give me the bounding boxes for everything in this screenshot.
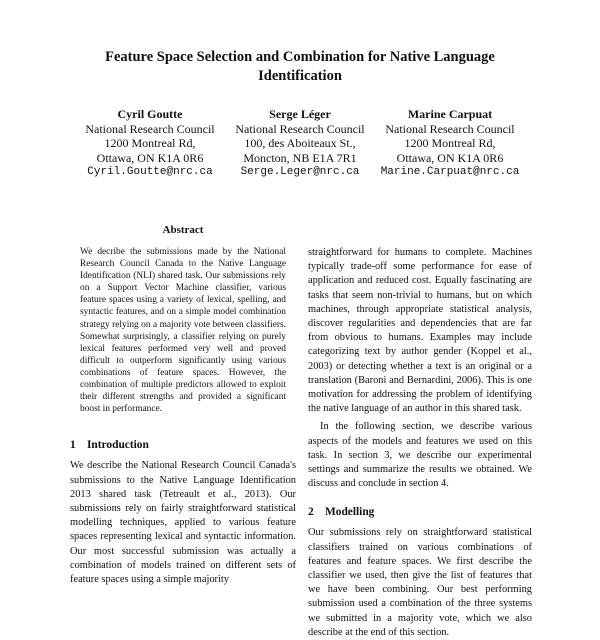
author-address: 1200 Montreal Rd, xyxy=(404,136,496,150)
section-heading-introduction xyxy=(70,439,296,451)
author-name: Marine Carpuat xyxy=(407,107,493,121)
author-address: Moncton, NB E1A 7R1 xyxy=(243,150,357,165)
paragraph: straightforward for humans to complete. Machines typically trade-off some performance for ease of application and reduced cost. Equally fascinating are tasks that seem non-trivial to humans, but on which machines, through appropriate statistical analysis, discover regularities and dependencies that are far from obvious to humans. Examples may include categorizing text by author gender (Koppel et al., 2003) or detecting whether a text is an original or a translation (Baroni and Bernardini, 2006). This is one motivation for addressing the problem of identifying the native language of an author in this shared task. xyxy=(308,247,532,415)
author-affiliation: National Research Council xyxy=(85,121,215,136)
paragraph: We describe the National Research Council Canada's submissions to the Native Language Identification 2013 shared task (Tetreault et al., 2013). Our submissions rely on fairly straightforward statistical modelling techniques, applied to various feature spaces representing lexical and syntactic information. Our most successful submission was actually a combination of models trained on different sets of feature spaces using a simple majority xyxy=(70,460,296,585)
author-1 xyxy=(70,107,230,180)
section-title: Modelling xyxy=(325,506,375,519)
author-name: Cyril Goutte xyxy=(117,107,183,121)
section-title: Introduction xyxy=(87,439,149,452)
abstract-heading: Abstract xyxy=(162,224,204,236)
author-email: Serge.Leger@nrc.ca xyxy=(240,166,360,178)
author-affiliation: National Research Council xyxy=(235,121,365,136)
paper-title xyxy=(60,48,540,86)
author-address: Ottawa, ON K1A 0R6 xyxy=(96,150,204,165)
author-affiliation: National Research Council xyxy=(385,121,515,136)
section-number: 1 xyxy=(70,439,76,452)
paragraph: Our submissions rely on straightforward statistical classifiers trained on various combinations of features and feature spaces. We first describe the classifier we used, then give the list of features that we have been combining. Our best performing submission used a combination of the three systems we submitted in a majority vote, which we also describe at the end of this section. xyxy=(308,527,532,638)
author-block xyxy=(70,107,530,181)
author-address: 100, des Aboiteaux St., xyxy=(244,136,356,150)
abstract-text: We decribe the submissions made by the National Research Council Canada to the Native Language Identification (NLI) shared task. Our submissions rely on a Support Vector Machine classifier, various feature spaces using a variety of lexical, spelling, and syntactic features, and on a simple model combination strategy relying on a majority vote between classifiers. Somewhat surprisingly, a classifier relying on purely lexical features performed very well and proved difficult to outperform significantly using various combinations of feature spaces. However, the combination of multiple predictors allowed to exploit their different strengths and provided a significant boost in performance. xyxy=(80,247,286,415)
author-name: Serge Léger xyxy=(269,107,331,121)
section-heading-modelling xyxy=(308,506,532,518)
left-column xyxy=(70,224,296,587)
author-address: 1200 Montreal Rd, xyxy=(104,136,196,150)
author-address: Ottawa, ON K1A 0R6 xyxy=(396,150,504,165)
author-3 xyxy=(370,107,530,180)
section-number: 2 xyxy=(308,506,314,519)
right-column xyxy=(308,246,532,640)
paragraph: In the following section, we describe various aspects of the models and features we used on this task. In section 3, we describe our experimental settings and summarize the results we obtained. We discuss and conclude in section 4. xyxy=(308,421,532,490)
author-email: Cyril.Goutte@nrc.ca xyxy=(87,166,213,178)
title-line: Identification xyxy=(258,68,342,84)
author-2 xyxy=(220,107,380,180)
title-line: Feature Space Selection and Combination for Native Language xyxy=(105,49,495,65)
author-email: Marine.Carpuat@nrc.ca xyxy=(380,166,520,178)
